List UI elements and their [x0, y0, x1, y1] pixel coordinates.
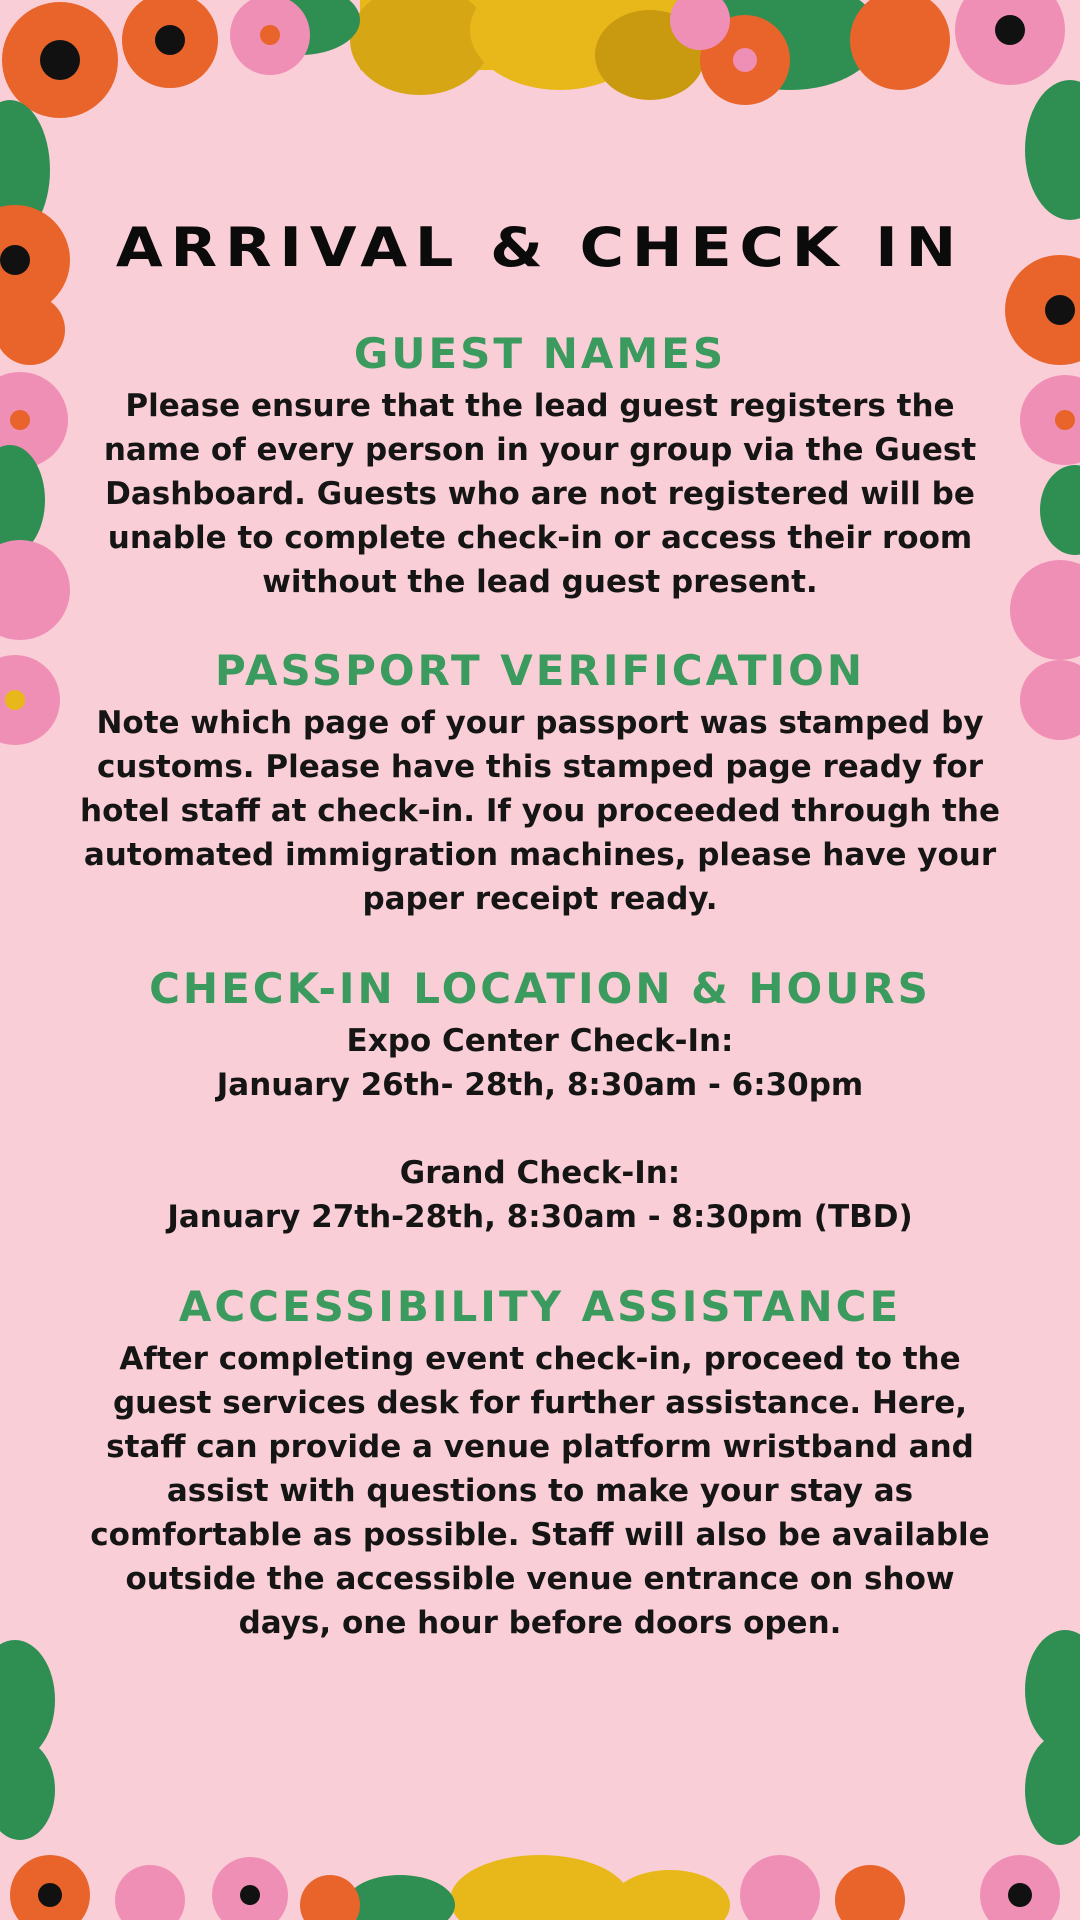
- left-flowers: [0, 100, 70, 1840]
- grand-checkin-hours: January 27th-28th, 8:30am - 8:30pm (TBD): [167, 1199, 913, 1236]
- accessibility-section: [80, 1283, 1000, 1645]
- guest-names-body: Please ensure that the lead guest registers the name of every person in your group via the Guest Dashboard. Guests who are not registered will be unable to complete check-in or access their room without the lead guest present.: [103, 388, 977, 601]
- bottom-flowers: [10, 1855, 1060, 1920]
- page-title: ARRIVAL & CHECK IN: [115, 216, 965, 280]
- guest-names-heading: GUEST NAMES: [353, 329, 727, 378]
- accessibility-heading: ACCESSIBILITY ASSISTANCE: [178, 1282, 902, 1331]
- passport-body: Note which page of your passport was stamped by customs. Please have this stamped page ready for hotel staff at check-in. If you proceeded through the automated immigration machines, please have your paper receipt ready.: [80, 705, 1000, 918]
- expo-checkin-label: Expo Center Check-In:: [346, 1023, 734, 1060]
- accessibility-body: After completing event check-in, proceed to the guest services desk for further assistance. Here, staff can provide a venue platform wristband and assist with questions to make your stay as comfortable as possible. Staff will also be available outside the accessible venue entrance on show days, one hour before doors open.: [90, 1341, 990, 1642]
- right-flowers: [1005, 80, 1080, 1845]
- grand-checkin-label: Grand Check-In:: [399, 1155, 681, 1192]
- spacer: [80, 1107, 1000, 1151]
- expo-checkin-hours: January 26th- 28th, 8:30am - 6:30pm: [216, 1067, 864, 1104]
- top-flowers: [2, 0, 1065, 118]
- passport-heading: PASSPORT VERIFICATION: [215, 646, 865, 695]
- checkin-heading: CHECK-IN LOCATION & HOURS: [149, 964, 931, 1013]
- checkin-hours-section: [80, 965, 1000, 1239]
- passport-section: [80, 647, 1000, 921]
- guest-names-section: [80, 330, 1000, 604]
